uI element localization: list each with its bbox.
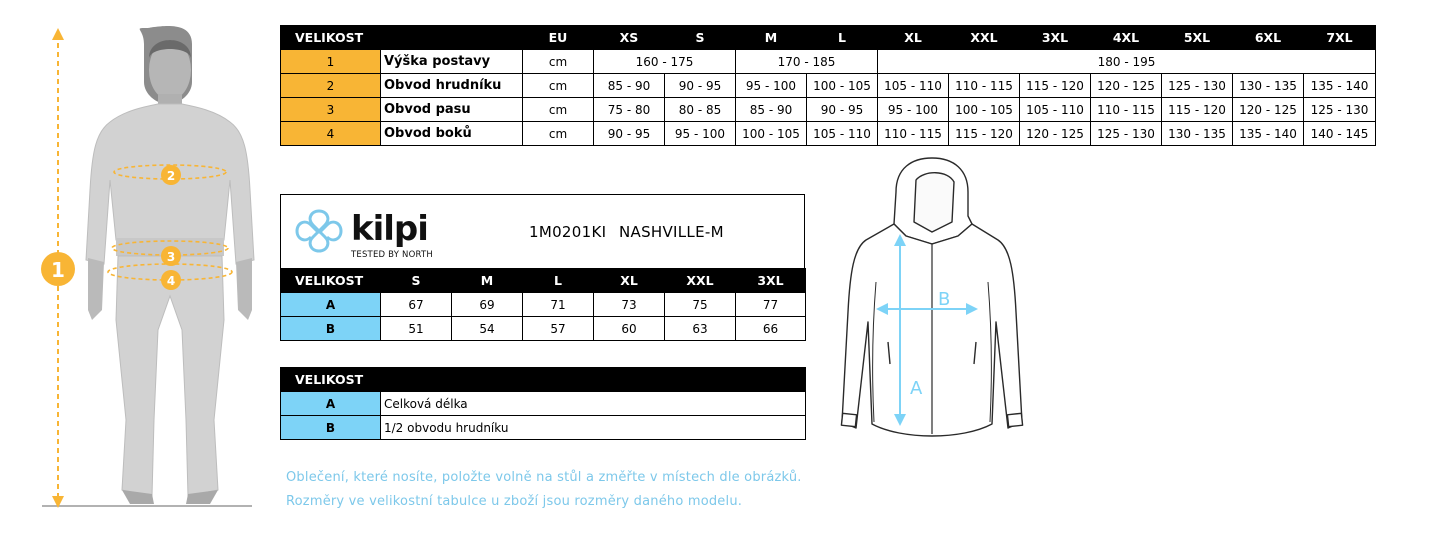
table-row [281, 392, 806, 416]
header-size: M [452, 269, 523, 293]
row-number: 2 [281, 74, 381, 98]
svg-text:1: 1 [51, 258, 65, 282]
cell-value: 95 - 100 [878, 98, 949, 122]
product-name: NASHVILLE-M [619, 223, 724, 241]
cell-value: 115 - 120 [1162, 98, 1233, 122]
cell-value: 75 [665, 293, 736, 317]
header-size: S [665, 26, 736, 50]
cell-value: 60 [594, 317, 665, 341]
cell-value: 170 - 185 [736, 50, 878, 74]
cell-value: 71 [523, 293, 594, 317]
cell-value: 85 - 90 [594, 74, 665, 98]
cell-value: 130 - 135 [1233, 74, 1304, 98]
header-size: XXL [665, 269, 736, 293]
product-header [280, 194, 805, 268]
table-row [281, 293, 806, 317]
brand-tagline: TESTED BY NORTH [351, 250, 433, 260]
header-size: S [381, 269, 452, 293]
cell-value: 90 - 95 [594, 122, 665, 146]
cell-value: 69 [452, 293, 523, 317]
cell-value: 105 - 110 [1020, 98, 1091, 122]
row-unit: cm [523, 74, 594, 98]
jacket-label-b: B [938, 289, 951, 310]
header-size: L [523, 269, 594, 293]
product-size-table [280, 268, 806, 341]
cell-value: 110 - 115 [1091, 98, 1162, 122]
cell-value: 160 - 175 [594, 50, 736, 74]
row-label: Výška postavy [381, 50, 523, 74]
cell-value: 73 [594, 293, 665, 317]
header-size: XS [594, 26, 665, 50]
cell-value: 120 - 125 [1233, 98, 1304, 122]
header-size: XL [594, 269, 665, 293]
row-unit: cm [523, 50, 594, 74]
marker-1 [41, 252, 75, 286]
cell-value: 125 - 130 [1304, 98, 1376, 122]
header-size: M [736, 26, 807, 50]
measuring-note: Oblečení, které nosíte, položte volně na stůl a změřte v místech dle obrázků. [286, 470, 802, 485]
row-label: Obvod hrudníku [381, 74, 523, 98]
row-label: A [281, 392, 381, 416]
cell-value: 115 - 120 [949, 122, 1020, 146]
cell-value: 100 - 105 [736, 122, 807, 146]
row-unit: cm [523, 98, 594, 122]
row-label: Obvod pasu [381, 98, 523, 122]
body-size-table [280, 25, 1376, 146]
cell-value: 120 - 125 [1091, 74, 1162, 98]
cell-value: 110 - 115 [878, 122, 949, 146]
cell-value: 75 - 80 [594, 98, 665, 122]
cell-value: 54 [452, 317, 523, 341]
svg-text:3: 3 [166, 250, 176, 264]
marker-4 [161, 270, 181, 290]
header-velikost: VELIKOST [281, 269, 381, 293]
header-size: 7XL [1304, 26, 1376, 50]
cell-value: 135 - 140 [1233, 122, 1304, 146]
table-row [281, 74, 1376, 98]
header-size: 5XL [1162, 26, 1233, 50]
body-size-header-row [281, 26, 1376, 50]
cell-value: 51 [381, 317, 452, 341]
header-size: 3XL [1020, 26, 1091, 50]
header-velikost: VELIKOST [281, 26, 381, 50]
header-size: 3XL [736, 269, 806, 293]
product-code: 1M0201KI [529, 223, 607, 241]
header-size: XL [878, 26, 949, 50]
cell-value: 125 - 130 [1091, 122, 1162, 146]
cell-value: 115 - 120 [1020, 74, 1091, 98]
row-label: A [281, 293, 381, 317]
cell-value: 90 - 95 [807, 98, 878, 122]
header-velikost: VELIKOST [281, 368, 381, 392]
table-row [281, 317, 806, 341]
header-blank [381, 26, 523, 50]
row-number: 4 [281, 122, 381, 146]
row-description: Celková délka [381, 392, 806, 416]
table-row [281, 416, 806, 440]
table-row [281, 122, 1376, 146]
product-size-header-row [281, 269, 806, 293]
cell-value: 95 - 100 [665, 122, 736, 146]
model-note: Rozměry ve velikostní tabulce u zboží jsou rozměry daného modelu. [286, 494, 743, 509]
table-row [281, 50, 1376, 74]
marker-3 [161, 246, 181, 266]
cell-value: 80 - 85 [665, 98, 736, 122]
row-description: 1/2 obvodu hrudníku [381, 416, 806, 440]
cell-value: 100 - 105 [949, 98, 1020, 122]
header-size: 4XL [1091, 26, 1162, 50]
jacket-measurement-figure [832, 152, 1032, 457]
cell-value: 180 - 195 [878, 50, 1376, 74]
row-number: 3 [281, 98, 381, 122]
cell-value: 130 - 135 [1162, 122, 1233, 146]
header-eu: EU [523, 26, 594, 50]
row-number: 1 [281, 50, 381, 74]
cell-value: 77 [736, 293, 806, 317]
body-measurement-figure [30, 20, 270, 515]
cell-value: 66 [736, 317, 806, 341]
header-size: XXL [949, 26, 1020, 50]
legend-table [280, 367, 806, 440]
jacket-label-a: A [910, 378, 923, 399]
row-label: Obvod boků [381, 122, 523, 146]
row-label: B [281, 317, 381, 341]
svg-text:2: 2 [166, 169, 176, 183]
cell-value: 105 - 110 [878, 74, 949, 98]
marker-2 [161, 165, 181, 185]
table-row [281, 98, 1376, 122]
cell-value: 110 - 115 [949, 74, 1020, 98]
brand-wordmark: kilpi [351, 209, 428, 249]
legend-header-row [281, 368, 806, 392]
cell-value: 125 - 130 [1162, 74, 1233, 98]
cell-value: 85 - 90 [736, 98, 807, 122]
cell-value: 135 - 140 [1304, 74, 1376, 98]
cell-value: 67 [381, 293, 452, 317]
svg-text:4: 4 [166, 274, 176, 288]
header-size: 6XL [1233, 26, 1304, 50]
cell-value: 95 - 100 [736, 74, 807, 98]
row-label: B [281, 416, 381, 440]
cell-value: 57 [523, 317, 594, 341]
cell-value: 90 - 95 [665, 74, 736, 98]
header-blank [381, 368, 806, 392]
cell-value: 100 - 105 [807, 74, 878, 98]
row-unit: cm [523, 122, 594, 146]
cell-value: 120 - 125 [1020, 122, 1091, 146]
cell-value: 63 [665, 317, 736, 341]
kilpi-knot-logo-icon [291, 205, 347, 261]
header-size: L [807, 26, 878, 50]
cell-value: 105 - 110 [807, 122, 878, 146]
cell-value: 140 - 145 [1304, 122, 1376, 146]
